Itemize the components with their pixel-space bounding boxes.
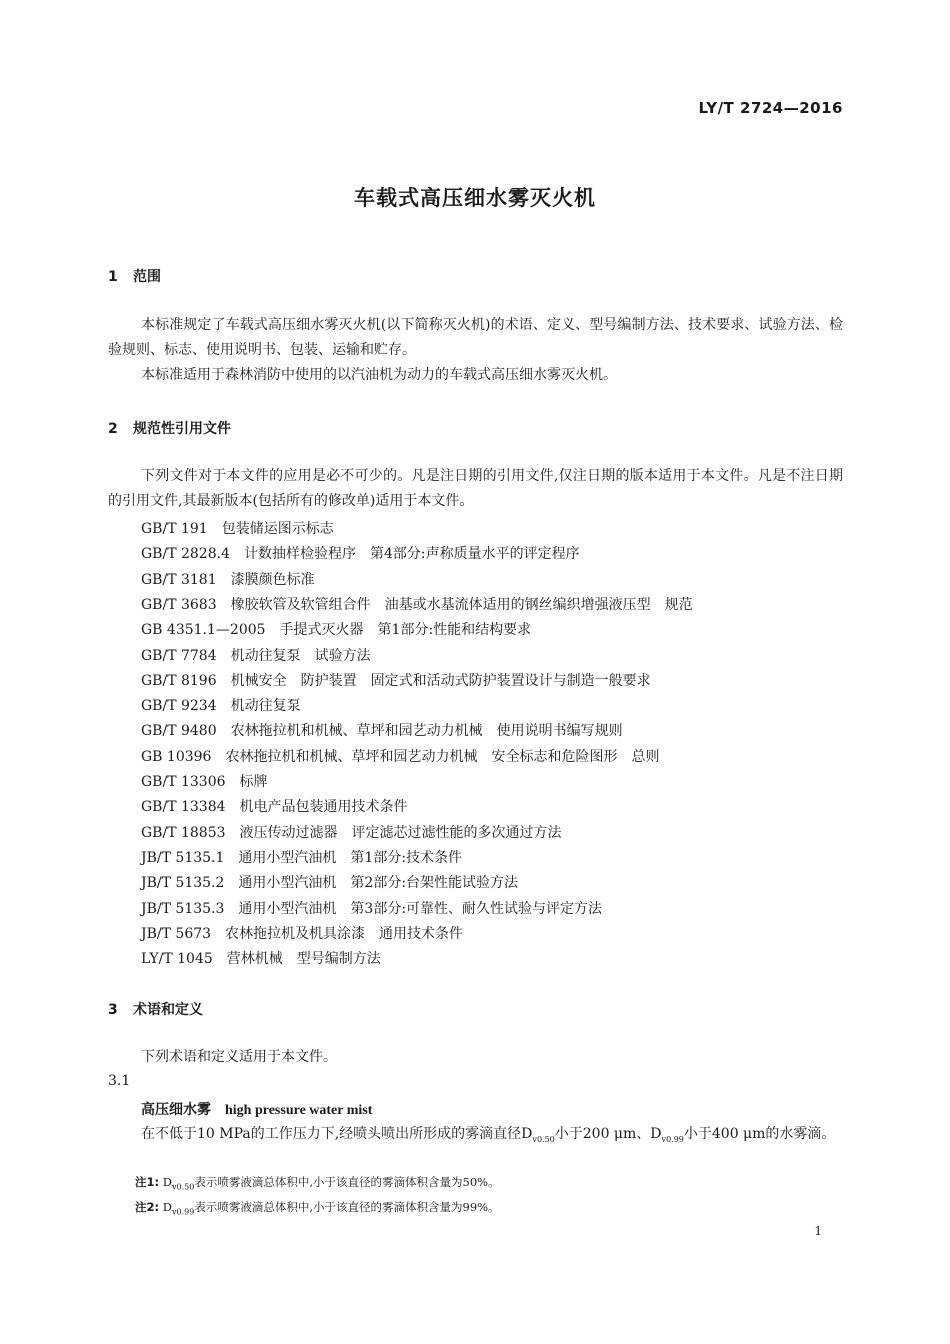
section-title: 范围 (133, 269, 161, 285)
reference-code: GB/T 8196 (141, 672, 217, 689)
reference-item (141, 594, 693, 614)
reference-title: 液压传动过滤器 评定滤芯过滤性能的多次通过方法 (239, 824, 562, 841)
reference-title: 营林机械 型号编制方法 (226, 951, 381, 968)
reference-title: 机械安全 防护装置 固定式和活动式防护装置设计与制造一般要求 (230, 672, 651, 689)
term-heading (141, 1099, 372, 1119)
reference-title: 机动往复泵 试验方法 (230, 647, 371, 664)
reference-item (141, 822, 562, 842)
reference-item (141, 670, 651, 690)
reference-item (141, 720, 623, 740)
reference-code: JB/T 5135.1 (141, 849, 225, 866)
section-number: 1 (108, 269, 118, 285)
reference-item (141, 872, 518, 892)
section-1-heading (108, 266, 161, 286)
reference-item (141, 645, 371, 665)
reference-item (141, 948, 381, 968)
section-3-heading (108, 999, 203, 1019)
reference-item (141, 543, 580, 563)
reference-code: GB/T 13306 (141, 774, 226, 790)
reference-title: 农林拖拉机和机械、草坪和园艺动力机械 安全标志和危险图形 总则 (225, 748, 660, 765)
reference-title: 包装储运图示标志 (221, 521, 334, 537)
reference-code: JB/T 5673 (141, 925, 212, 942)
reference-item (141, 518, 334, 538)
reference-item (141, 771, 268, 791)
reference-title: 橡胶软管及软管组合件 油基或水基流体适用的钢丝编织增强液压型 规范 (230, 596, 693, 613)
section-2-heading (108, 418, 231, 438)
reference-title: 农林拖拉机及机具涂漆 通用技术条件 (225, 925, 464, 942)
note-label: 注1: (135, 1175, 160, 1189)
reference-code: GB/T 7784 (141, 647, 217, 664)
note-2: 注2: $D_{v0.99}$表示喷雾液滴总体积中,小于该直径的雾滴体积含量为99%。 (135, 1200, 500, 1217)
reference-title: 通用小型汽油机 第3部分:可靠性、耐久性试验与评定方法 (238, 900, 603, 917)
reference-item (141, 695, 301, 715)
terms-intro: 下列术语和定义适用于本文件。 (141, 1049, 337, 1065)
section-title: 规范性引用文件 (133, 421, 231, 437)
term-number: 3.1 (108, 1073, 131, 1089)
reference-code: JB/T 5135.3 (141, 900, 225, 917)
note-1: 注1: $D_{v0.50}$表示喷雾液滴总体积中,小于该直径的雾滴体积含量为50%。 (135, 1175, 500, 1192)
reference-item (141, 619, 531, 639)
scope-paragraph-2: 本标准适用于森林消防中使用的以汽油机为动力的车载式高压细水雾灭火机。 (141, 367, 617, 383)
reference-code: GB 4351.1—2005 (141, 622, 266, 639)
reference-item (141, 796, 408, 816)
reference-item (141, 569, 315, 589)
reference-code: LY/T 1045 (141, 951, 213, 968)
reference-code: GB/T 9234 (141, 698, 217, 715)
reference-title: 通用小型汽油机 第1部分:技术条件 (238, 849, 463, 866)
section-title: 术语和定义 (133, 1002, 203, 1018)
section-number: 2 (108, 421, 118, 437)
reference-code: GB/T 191 (141, 521, 208, 537)
term-chinese: 高压细水雾 (141, 1102, 211, 1118)
term-definition: 在不低于10 MPa的工作压力下,经喷头喷出所形成的雾滴直径$D_{v0.50}$小于200 μm、$D_{v0.99}$小于400 μm的水雾滴。 (141, 1126, 836, 1144)
reference-title: 机电产品包装通用技术条件 (239, 799, 408, 816)
scope-paragraph-1: 本标准规定了车载式高压细水雾灭火机(以下简称灭火机)的术语、定义、型号编制方法、技术要求、试验方法、检验规则、标志、使用说明书、包装、运输和贮存。 (108, 317, 843, 358)
reference-title: 机动往复泵 (230, 698, 301, 715)
reference-title: 手提式灭火器 第1部分:性能和结构要求 (279, 622, 532, 639)
reference-title: 农林拖拉机和机械、草坪和园艺动力机械 使用说明书编写规则 (230, 723, 623, 740)
term-english: high pressure water mist (225, 1103, 373, 1118)
reference-title: 通用小型汽油机 第2部分:台架性能试验方法 (238, 875, 519, 892)
reference-code: GB 10396 (141, 748, 212, 765)
reference-title: 计数抽样检验程序 第4部分:声称质量水平的评定程序 (243, 546, 580, 563)
reference-code: GB/T 2828.4 (141, 546, 230, 563)
references-intro: 下列文件对于本文件的应用是必不可少的。凡是注日期的引用文件,仅注日期的版本适用于本文件。凡是不注日期的引用文件,其最新版本(包括所有的修改单)适用于本文件。 (108, 468, 843, 509)
reference-code: JB/T 5135.2 (141, 875, 225, 892)
section-number: 3 (108, 1002, 118, 1018)
document-title: 车载式高压细水雾灭火机 (354, 186, 596, 210)
reference-title: 标牌 (239, 774, 268, 790)
page-number: 1 (814, 1224, 822, 1238)
reference-item (141, 898, 602, 918)
standard-code: LY/T 2724—2016 (698, 99, 843, 117)
reference-item (141, 923, 463, 943)
reference-code: GB/T 13384 (141, 799, 226, 816)
reference-title: 漆膜颜色标准 (230, 571, 315, 588)
note-label: 注2: (135, 1200, 160, 1214)
reference-item (141, 746, 659, 766)
reference-code: GB/T 9480 (141, 723, 217, 740)
reference-code: GB/T 18853 (141, 824, 226, 841)
reference-code: GB/T 3181 (141, 571, 217, 588)
reference-code: GB/T 3683 (141, 596, 217, 613)
reference-item (141, 847, 462, 867)
